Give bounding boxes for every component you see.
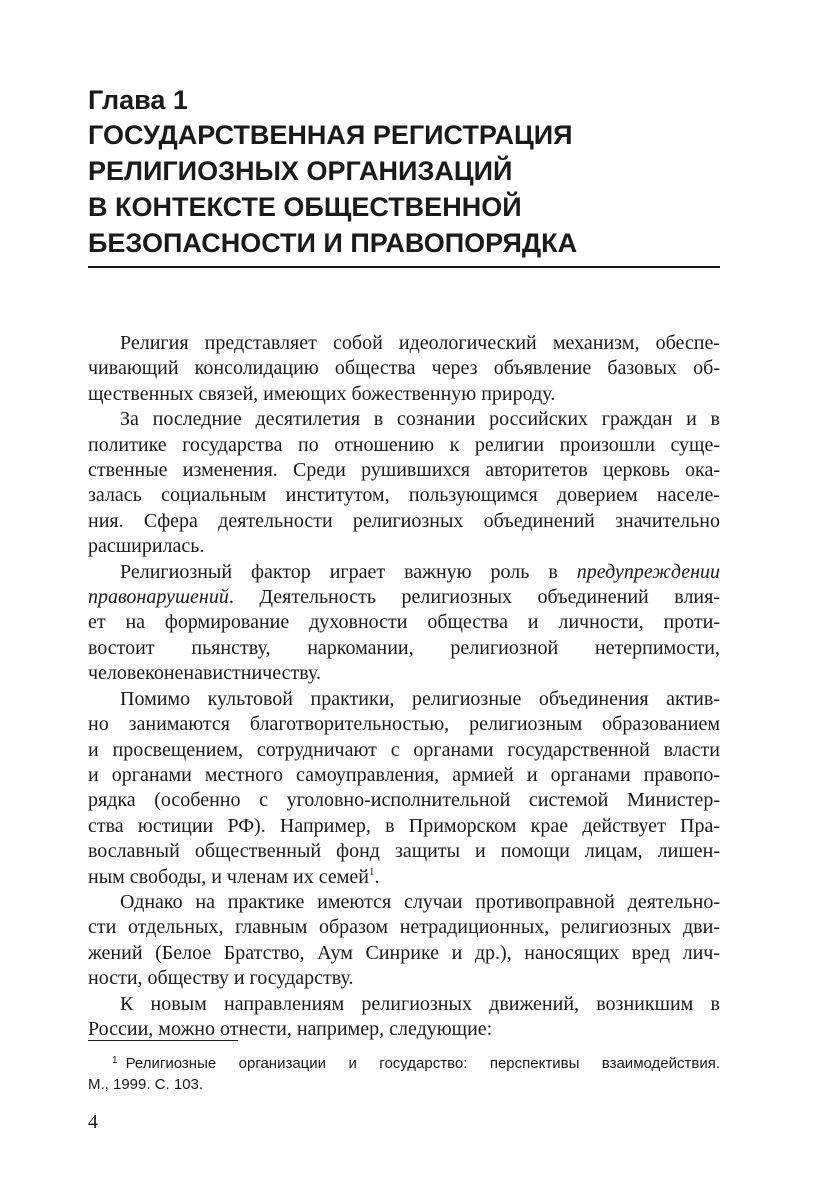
text-segment: Религиозный фактор играет важную роль в [120,560,577,583]
text-line: За последние десятилетия в сознании российских граждан и в [120,408,720,431]
text-line [88,865,720,890]
chapter-title-line: В КОНТЕКСТЕ ОБЩЕСТВЕННОЙ [88,192,522,222]
text-line: человеконенавистничеству. [88,662,321,685]
text-segment: ным свободы, и членам их семей [88,865,369,888]
text-line: расширилась. [88,535,205,558]
text-line: Религия представляет собой идеологический механизм, обеспе- [120,332,720,354]
text-line: Помимо культовой практики, религиозные объединения актив- [120,687,720,710]
title-divider [88,266,720,268]
paragraph-3 [88,560,720,687]
footnote-divider [88,1040,238,1041]
text-line: жений (Белое Братство, Аум Синрике и др.), наносящих вред лич- [88,941,720,964]
text-line: рядка (особенно с уголовно-исполнительной системой Министер- [88,789,720,812]
paragraph-2 [88,407,720,559]
paragraph-6 [88,992,720,1043]
text-line: России, можно отнести, например, следующие: [88,1017,493,1040]
text-line: востоит пьянству, наркомании, религиозной нетерпимости, [88,636,720,659]
page-number: 4 [88,1111,98,1133]
chapter-label: Глава 1 [88,85,188,115]
text-line: ственные изменения. Среди рушившихся авторитетов церковь ока- [88,459,720,482]
text-line [88,585,720,610]
footnote-reference[interactable]: 1 [369,865,375,878]
text-line: ности, обществу и государству. [88,967,354,990]
text-line: залась социальным институтом, пользующимся доверием населе- [88,484,720,507]
text-line: Однако на практике имеются случаи противоправной деятельно- [120,890,720,913]
chapter-title-line: ГОСУДАРСТВЕННАЯ РЕГИСТРАЦИЯ [88,120,573,150]
body-text [88,331,720,1042]
emphasis-text: предупреждении [576,560,720,583]
text-line: чивающий консолидацию общества через объявление базовых об- [88,357,720,380]
text-line: К новым направлениям религиозных движений, возникшим в [120,992,720,1015]
text-line: ства юстиции РФ). Например, в Приморском крае действует Пра- [88,814,720,837]
footnote-line: М., 1999. С. 103. [88,1076,204,1093]
footnote-mark: 1 [112,1055,118,1066]
text-line: и просвещением, сотрудничают с органами государственной власти [88,738,720,761]
chapter-title [88,117,728,261]
text-line: политике государства по отношению к религии произошли суще- [88,433,720,456]
text-segment: . [374,865,380,888]
footnote-line [88,1050,720,1074]
paragraph-1 [88,331,720,407]
text-line: вославный общественный фонд защиты и помощи лицам, лишен- [88,840,720,863]
text-line: щественных связей, имеющих божественную природу. [88,382,556,405]
footnote-text: Религиозные организации и государство: перспективы взаимодействия. [125,1055,720,1072]
text-line [88,560,720,585]
emphasis-text: правонарушений [88,586,229,609]
text-segment: . Деятельность религиозных объединений влия- [228,586,720,609]
text-line: но занимаются благотворительностью, религиозным образованием [88,713,720,736]
text-line: ния. Сфера деятельности религиозных объединений значительно [88,509,720,532]
text-line: ет на формирование духовности общества и личности, проти- [88,611,720,634]
paragraph-4 [88,687,720,890]
chapter-title-line: БЕЗОПАСНОСТИ И ПРАВОПОРЯДКА [88,228,578,258]
text-line: сти отдельных, главным образом нетрадиционных, религиозных дви- [88,916,720,939]
text-line: и органами местного самоуправления, армией и органами правопо- [88,763,720,786]
chapter-title-line: РЕЛИГИОЗНЫХ ОРГАНИЗАЦИЙ [88,156,513,186]
paragraph-5 [88,890,720,992]
footnote [88,1050,720,1095]
